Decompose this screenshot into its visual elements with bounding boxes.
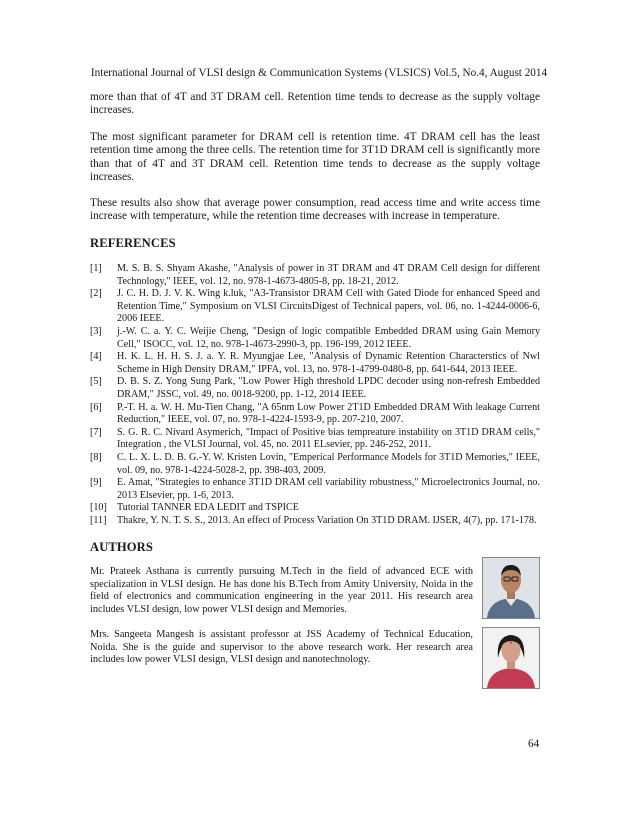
reference-number: [8] xyxy=(90,451,102,463)
reference-number: [5] xyxy=(90,376,102,388)
reference-number: [2] xyxy=(90,288,102,300)
reference-text: Tutorial TANNER EDA LEDIT and TSPICE xyxy=(117,502,299,514)
paragraph-3: These results also show that average power consumption, read access time and write access time increase with temperature, while the retention time decreases with increase in temperature. xyxy=(90,197,540,223)
reference-number: [4] xyxy=(90,351,102,363)
reference-item xyxy=(90,427,540,452)
reference-number: [9] xyxy=(90,477,102,489)
reference-item xyxy=(90,515,540,528)
reference-item xyxy=(90,477,540,502)
reference-text: C. L. X. L. D. B. G.-Y. W. Kristen Lovin, "Emperical Performance Models for 3T1D Memories," IEEE, vol. 09, no. 978-1-4224-5028-2, pp. 398-403, 2009. xyxy=(117,451,540,476)
author-photo-2 xyxy=(482,627,540,689)
reference-text: Thakre, Y. N. T. S. S., 2013. An effect of Process Variation On 3T1D DRAM. IJSER, 4(7), pp. 171-178. xyxy=(117,514,537,526)
references-list xyxy=(90,263,540,527)
reference-item xyxy=(90,351,540,376)
references-heading: REFERENCES xyxy=(90,236,176,250)
reference-item xyxy=(90,376,540,401)
reference-number: [6] xyxy=(90,401,102,413)
reference-item xyxy=(90,288,540,326)
reference-number: [10] xyxy=(90,502,107,514)
paragraph-2: The most significant parameter for DRAM cell is retention time. 4T DRAM cell has the least retention time among the three cells. The retention time for 3T1D DRAM cell is significantly more than that of 4T and 3T DRAM cell. Retention time tends to decrease as the supply voltage increases. xyxy=(90,131,540,183)
author-portrait-icon xyxy=(483,558,539,618)
reference-text: J. C. H. D. J. V. K. Wing k.luk, "A3-Transistor DRAM Cell with Gated Diode for enhanced Speed and Retention Time," Symposium on VLSI CircuitsDigest of Technical papers, vol. 06, no. 1-4244-0006-6, 2006 IEEE. xyxy=(117,288,540,325)
reference-text: M. S. B. S. Shyam Akashe, "Analysis of power in 3T DRAM and 4T DRAM Cell design for different Technology," IEEE, vol. 12, no. 978-1-4673-4805-8, pp. 18-21, 2012. xyxy=(117,263,540,287)
reference-text: P.-T. H. a. W. H. Mu-Tien Chang, "A 65nm Low Power 2T1D Embedded DRAM With leakage Current Reduction," IEEE, vol. 07, no. 978-1-4224-1593-9, pp. 207-210, 2007. xyxy=(117,401,540,426)
reference-text: j.-W. C. a. Y. C. Weijie Cheng, "Design of logic compatible Embedded DRAM using Gain Memory Cell," ISOCC, vol. 12, no. 978-1-4673-2990-3, pp. 196-199, 2012 IEEE. xyxy=(117,325,540,350)
author-bio-2: Mrs. Sangeeta Mangesh is assistant professor at JSS Academy of Technical Education, Noida. She is the guide and supervisor to the above research work. Her research area includes low power VLSI design, VLSI design and nanotechnology. xyxy=(90,629,473,666)
author-portrait-icon xyxy=(483,628,539,688)
reference-text: S. G. R. C. Nivard Asymerich, "Impact of Positive bias tempreature instability on 3T1D DRAM cells," Integration , the VLSI Journal, vol. 45, no. 2011 ELsevier, pp. 246-252, 2011. xyxy=(117,426,540,451)
author-bio-1: Mr. Prateek Asthana is currently pursuing M.Tech in the field of advanced ECE with specialization in VLSI design. He has done his B.Tech from Amity University, Noida in the field of electronics and communication engineering in the year 2011. His research area includes VLSI design, low power VLSI design and Memories. xyxy=(90,566,473,616)
reference-item xyxy=(90,452,540,477)
reference-item xyxy=(90,263,540,288)
reference-number: [3] xyxy=(90,325,102,337)
author-photo-1 xyxy=(482,557,540,619)
reference-text: E. Amat, "Strategies to enhance 3T1D DRAM cell variability robustness," Microelectronics Journal, no. 2013 Elsevier, pp. 1-6, 2013. xyxy=(117,477,540,501)
paragraph-1: more than that of 4T and 3T DRAM cell. Retention time tends to decrease as the supply voltage increases. xyxy=(90,91,540,117)
reference-item xyxy=(90,326,540,351)
reference-number: [7] xyxy=(90,426,102,438)
authors-heading: AUTHORS xyxy=(90,540,153,554)
journal-header: International Journal of VLSI design & Communication Systems (VLSICS) Vol.5, No.4, August 2014 xyxy=(90,67,548,79)
reference-number: [11] xyxy=(90,514,107,526)
reference-number: [1] xyxy=(90,263,102,274)
page-number: 64 xyxy=(528,738,540,750)
reference-text: D. B. S. Z. Yong Sung Park, "Low Power High threshold LPDC decoder using non-refresh Embedded DRAM," JSSC, vol. 49, no. 0018-9200, pp. 1-12, 2014 IEEE. xyxy=(117,376,540,400)
reference-text: H. K. L. H. H. S. J. a. Y. R. Myungjae Lee, "Analysis of Dynamic Retention Characterstics of Nwl Scheme in High Density DRAM," IPFA, vol. 13, no. 978-1-4799-0480-8, pp. 641-644, 2013 IEEE. xyxy=(117,351,540,375)
reference-item xyxy=(90,502,540,515)
reference-item xyxy=(90,402,540,427)
